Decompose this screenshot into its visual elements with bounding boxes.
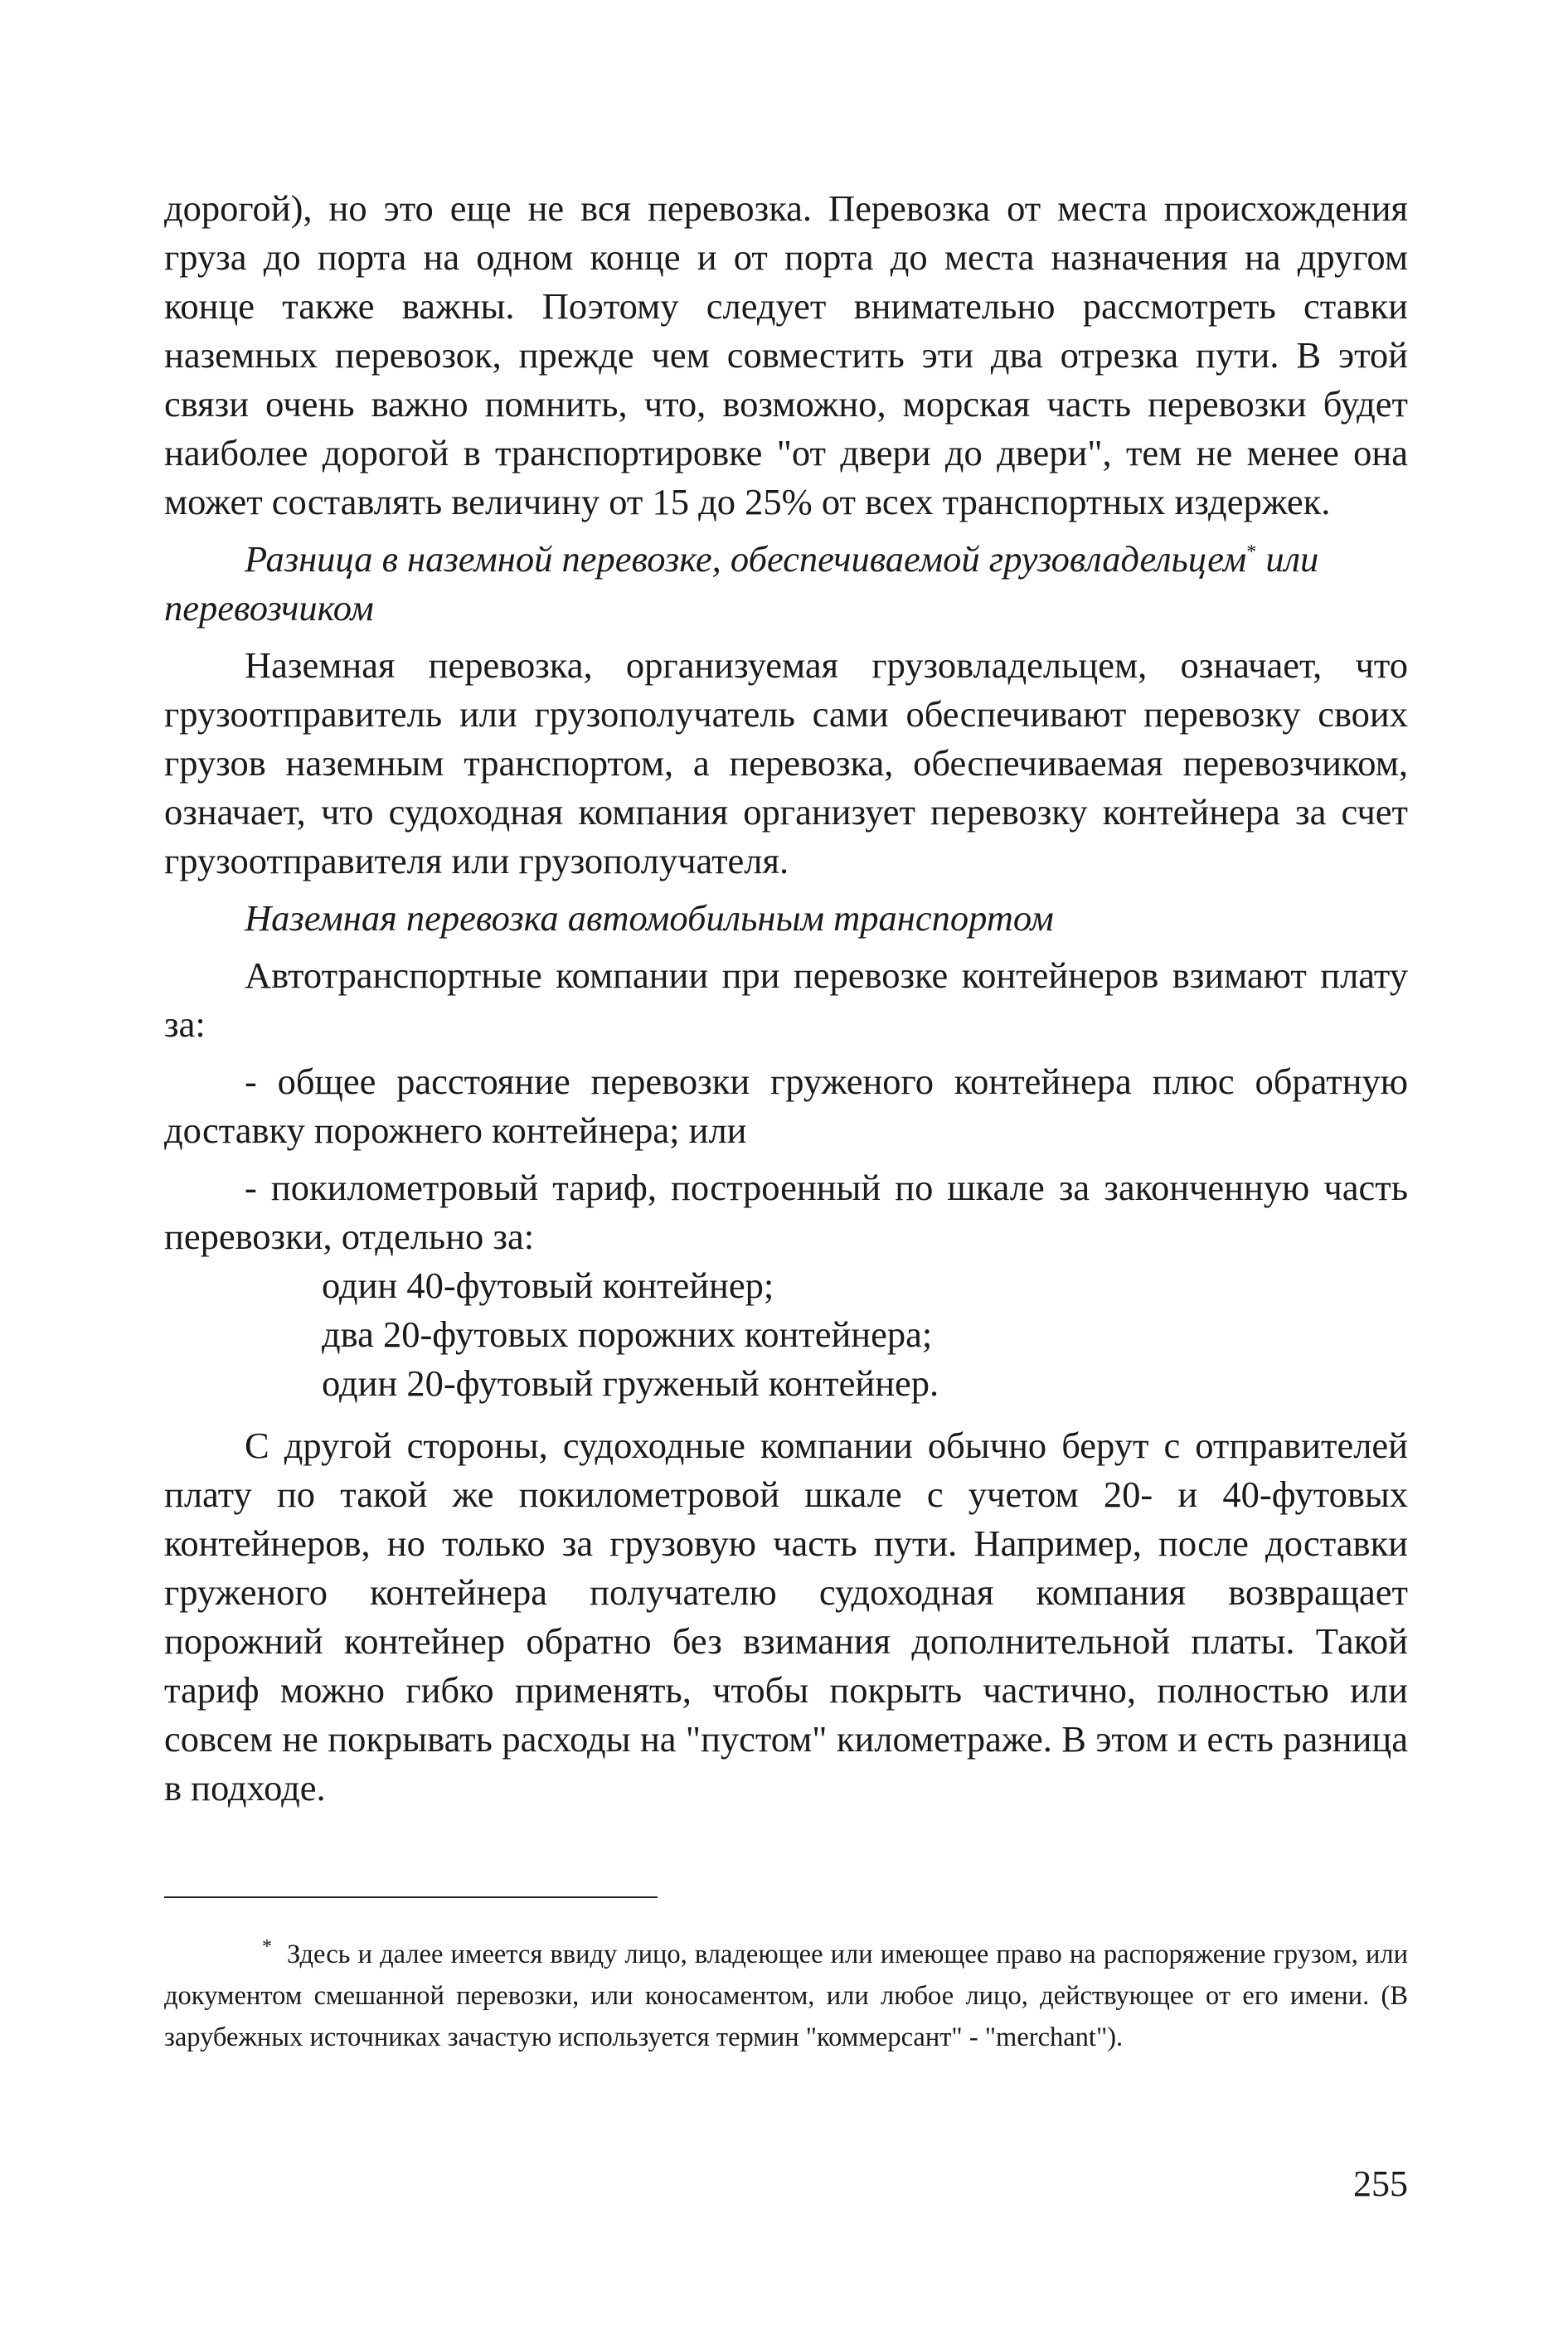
container-list-item: два 20-футовых порожних контейнера;: [322, 1313, 933, 1355]
document-page: [164, 184, 1408, 2307]
footnote: [164, 1934, 1408, 2058]
container-list-item: один 20-футовый груженый контейнер.: [322, 1362, 939, 1404]
paragraph-intro: дорогой), но это еще не вся перевозка. Перевозка от места происхождения груза до порта на одном конце и от порта до места назначения на другом конце также важны. Поэтому следует внимательно рассмотреть ставки наземных перевозок, прежде чем совместить эти два отрезка пути. В этой связи очень важно помнить, что, возможно, морская часть перевозки будет наиболее дорогой в транспортировке "от двери до двери", тем не менее она может составлять величину от 15 до 25% от всех транспортных издержек.: [164, 187, 1408, 522]
paragraph-definition: Наземная перевозка, организуемая грузовладельцем, означает, что грузоотправитель или грузополучатель сами обеспечивают перевозку своих грузов наземным транспортом, а перевозка, обеспечиваемая перевозчиком, означает, что судоходная компания организует перевозку контейнера за счет грузоотправителя или грузополучателя.: [164, 644, 1408, 881]
footnote-divider: [164, 1896, 658, 1898]
container-list: [164, 1261, 1408, 1408]
section-heading-difference: [164, 535, 1408, 633]
paragraph-shipping-companies: С другой стороны, судоходные компании обычно берут с отправителей плату по такой же покилометровой шкале с учетом 20- и 40-футовых контейнеров, но только за грузовую часть пути. Например, после доставки груженого контейнера получателю судоходная компания возвращает порожний контейнер обратно без взимания дополнительной платы. Такой тариф можно гибко применять, чтобы покрыть частично, полностью или совсем не покрывать расходы на "пустом" километраже. В этом и есть разница в подходе.: [164, 1425, 1408, 1809]
footnote-text: Здесь и далее имеется ввиду лицо, владеющее или имеющее право на распоряжение грузом, или документом смешанной перевозки, или коносаментом, или любое лицо, действующее от его имени. (В зарубежных источниках зачастую используется термин "коммерсант" - "merchant").: [164, 1940, 1408, 2052]
footnote-reference-mark[interactable]: *: [1246, 541, 1257, 564]
list-item-per-km-tariff: - покилометровый тариф, построенный по шкале за законченную часть перевозки, отдельно за:: [164, 1167, 1408, 1257]
footnote-mark: *: [262, 1936, 272, 1959]
list-item-total-distance: - общее расстояние перевозки груженого контейнера плюс обратную доставку порожнего контейнера; или: [164, 1061, 1408, 1151]
section-heading-road-transport: Наземная перевозка автомобильным транспортом: [245, 897, 1054, 939]
paragraph-road-companies: Автотранспортные компании при перевозке контейнеров взимают плату за:: [164, 954, 1408, 1045]
heading-text: Разница в наземной перевозке, обеспечиваемой грузовладельцем: [245, 538, 1247, 580]
container-list-item: один 40-футовый контейнер;: [322, 1265, 774, 1306]
heading-text-tail: или перевозчиком: [164, 538, 1319, 629]
page-number: 255: [1353, 2163, 1408, 2204]
